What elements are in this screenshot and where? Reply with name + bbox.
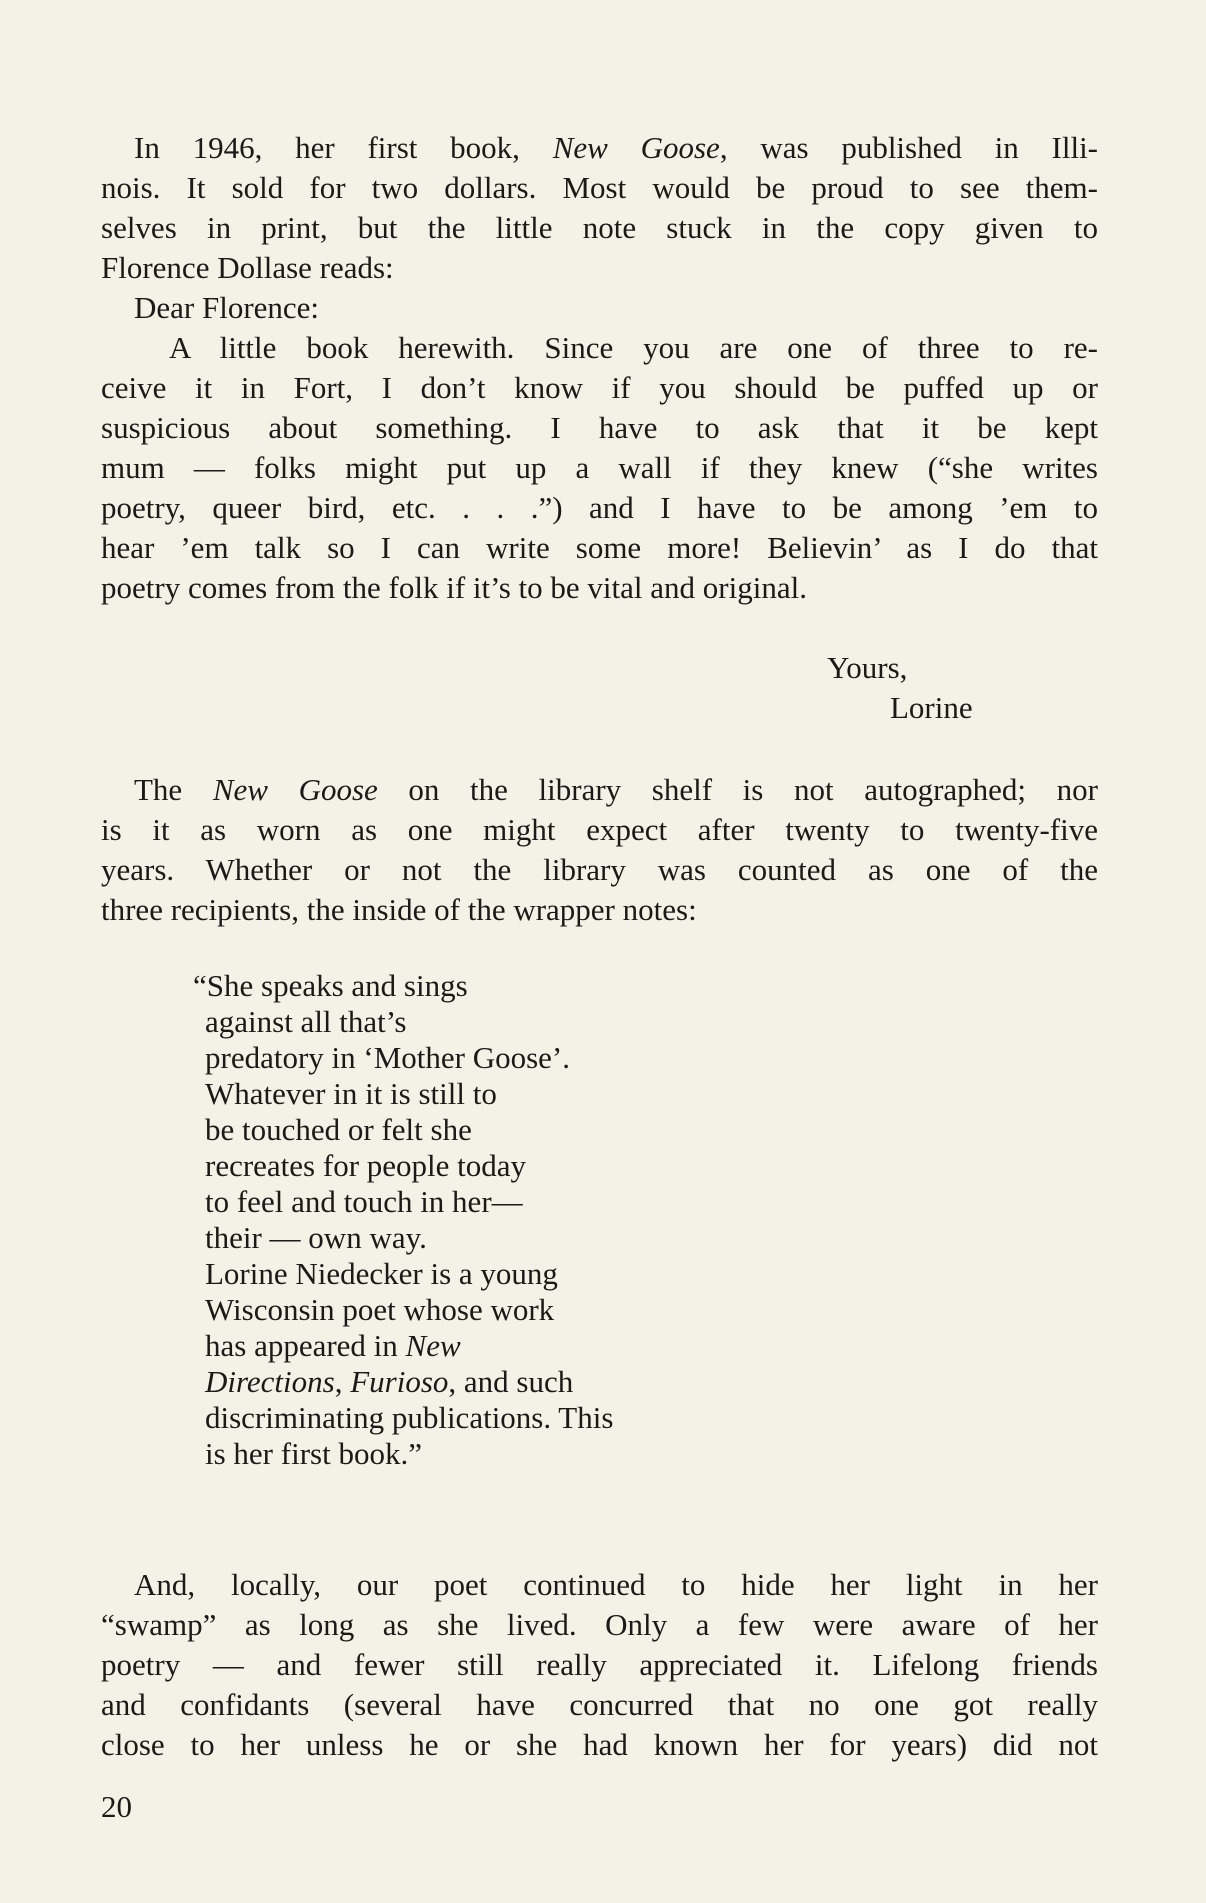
letter-line: ceive it in Fort, I don’t know if you should be puffed up or [101,370,1098,405]
quote-line: discriminating publications. This [205,1400,614,1435]
letter-closing: Yours, [827,650,908,685]
text-line: selves in print, but the little note stuck in the copy given to [101,210,1098,245]
publication-title: Furioso [350,1364,449,1399]
paragraph-library-copy [101,770,1098,930]
text-line: and confidants (several have concurred that no one got really [101,1687,1098,1722]
letter-line: poetry, queer bird, etc. . . .”) and I have to be among ’em to [101,490,1098,525]
text-segment: , and such [448,1364,574,1399]
letter-signature: Lorine [890,690,973,725]
quote-line: to feel and touch in her— [205,1184,523,1219]
wrapper-quote [193,968,614,1472]
quote-line: be touched or felt she [205,1112,472,1147]
quote-line: against all that’s [205,1004,407,1039]
letter-line: poetry comes from the folk if it’s to be vital and original. [101,570,807,605]
text-segment: , was published in Illi- [719,130,1099,165]
text-line: years. Whether or not the library was counted as one of the [101,852,1098,887]
publication-title: Directions [205,1364,335,1399]
text-line [101,770,1098,810]
text-line: close to her unless he or she had known her for years) did not [101,1727,1098,1762]
text-segment: In 1946, her first book, [134,130,553,165]
letter-line: mum — folks might put up a wall if they knew (“she writes [101,450,1098,485]
quote-line: predatory in ‘Mother Goose’. [205,1040,571,1075]
book-title: New Goose [552,130,720,165]
text-line: Florence Dollase reads: [101,250,394,285]
text-line [101,128,1098,168]
text-line: is it as worn as one might expect after twenty to twenty-five [101,812,1098,847]
text-line: three recipients, the inside of the wrapper notes: [101,892,697,927]
letter-salutation: Dear Florence: [134,290,320,325]
quote-line: is her first book.” [205,1436,422,1471]
quote-line: Whatever in it is still to [205,1076,497,1111]
text-line: nois. It sold for two dollars. Most would be proud to see them- [101,170,1098,205]
letter-line: hear ’em talk so I can write some more! Believin’ as I do that [101,530,1098,565]
quote-line: Lorine Niedecker is a young [205,1256,558,1291]
text-segment: on the library shelf is not autographed; nor [377,772,1098,807]
letter-line: A little book herewith. Since you are one of three to re- [169,330,1098,365]
letter-signoff [827,648,973,728]
paragraph-first-book [101,128,1098,608]
publication-title: New [405,1328,461,1363]
text-segment: The [134,772,213,807]
letter-line: suspicious about something. I have to ask that it be kept [101,410,1098,445]
text-line: “swamp” as long as she lived. Only a few were aware of her [101,1607,1098,1642]
text-line: poetry — and fewer still really appreciated it. Lifelong friends [101,1647,1098,1682]
text-segment: , [334,1364,351,1399]
quote-line: recreates for people today [205,1148,527,1183]
quote-line: Wisconsin poet whose work [205,1292,555,1327]
text-segment: has appeared in [205,1328,406,1363]
book-title: New Goose [212,772,378,807]
quote-line [205,1328,613,1364]
quote-line: “She speaks and sings [193,968,468,1003]
text-line: And, locally, our poet continued to hide her light in her [134,1567,1098,1602]
quote-line: their — own way. [205,1220,427,1255]
paragraph-locally [101,1565,1098,1765]
page-number: 20 [101,1789,132,1824]
quote-line [205,1364,613,1400]
